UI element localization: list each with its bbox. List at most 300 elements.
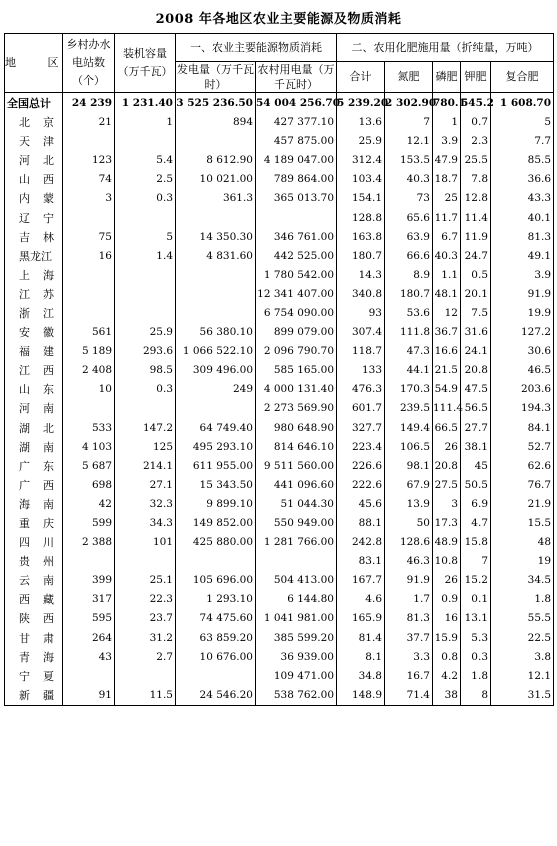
cell-generation xyxy=(176,304,256,323)
cell-generation: 425 880.00 xyxy=(176,533,256,552)
cell-rural-power: 550 949.00 xyxy=(256,514,337,533)
cell-phosphate: 3 xyxy=(433,495,461,514)
cell-stations: 42 xyxy=(63,495,115,514)
cell-nitrogen: 71.4 xyxy=(385,686,433,706)
cell-potash: 45 xyxy=(461,457,491,476)
header-generation: 发电量（万千瓦时） xyxy=(177,63,254,91)
cell-potash: 13.1 xyxy=(461,609,491,628)
cell-phosphate: 780.1 xyxy=(433,93,461,114)
cell-rural-power: 346 761.00 xyxy=(256,228,337,247)
cell-compound: 55.5 xyxy=(491,609,554,628)
cell-rural-power: 585 165.00 xyxy=(256,361,337,380)
cell-stations xyxy=(63,399,115,418)
cell-potash: 24.7 xyxy=(461,247,491,266)
cell-phosphate: 18.7 xyxy=(433,170,461,189)
cell-potash: 27.7 xyxy=(461,419,491,438)
cell-generation: 8 612.90 xyxy=(176,151,256,170)
table-row xyxy=(5,571,554,590)
cell-region: 福建 xyxy=(5,342,63,361)
cell-nitrogen: 37.7 xyxy=(385,629,433,648)
table-row xyxy=(5,552,554,571)
cell-potash: 2.3 xyxy=(461,132,491,151)
cell-nitrogen: 53.6 xyxy=(385,304,433,323)
cell-region: 江西 xyxy=(5,361,63,380)
cell-capacity: 98.5 xyxy=(115,361,176,380)
cell-compound: 62.6 xyxy=(491,457,554,476)
cell-capacity: 1.4 xyxy=(115,247,176,266)
table-row xyxy=(5,304,554,323)
cell-rural-power: 442 525.00 xyxy=(256,247,337,266)
cell-generation xyxy=(176,266,256,285)
cell-capacity: 2.7 xyxy=(115,648,176,667)
cell-capacity xyxy=(115,552,176,571)
cell-total: 4.6 xyxy=(337,590,385,609)
cell-nitrogen: 1.7 xyxy=(385,590,433,609)
cell-region: 四川 xyxy=(5,533,63,552)
cell-rural-power: 9 511 560.00 xyxy=(256,457,337,476)
cell-compound: 12.1 xyxy=(491,667,554,686)
cell-region: 江苏 xyxy=(5,285,63,304)
cell-total: 476.3 xyxy=(337,380,385,399)
cell-region: 广西 xyxy=(5,476,63,495)
cell-nitrogen: 12.1 xyxy=(385,132,433,151)
cell-total: 14.3 xyxy=(337,266,385,285)
cell-nitrogen: 67.9 xyxy=(385,476,433,495)
cell-total: 180.7 xyxy=(337,247,385,266)
cell-nitrogen: 2 302.90 xyxy=(385,93,433,114)
cell-total: 83.1 xyxy=(337,552,385,571)
cell-potash: 38.1 xyxy=(461,438,491,457)
cell-phosphate: 1.1 xyxy=(433,266,461,285)
cell-generation xyxy=(176,667,256,686)
cell-nitrogen: 91.9 xyxy=(385,571,433,590)
cell-total: 13.6 xyxy=(337,113,385,132)
cell-compound: 84.1 xyxy=(491,419,554,438)
cell-phosphate: 38 xyxy=(433,686,461,706)
table-row xyxy=(5,648,554,667)
cell-generation: 15 343.50 xyxy=(176,476,256,495)
cell-compound: 30.6 xyxy=(491,342,554,361)
table-row xyxy=(5,170,554,189)
cell-stations xyxy=(63,208,115,227)
cell-stations: 10 xyxy=(63,380,115,399)
table-row xyxy=(5,228,554,247)
cell-compound: 1 608.70 xyxy=(491,93,554,114)
header-region: 地 区 xyxy=(5,34,63,93)
cell-total: 128.8 xyxy=(337,208,385,227)
cell-compound: 15.5 xyxy=(491,514,554,533)
table-row xyxy=(5,476,554,495)
table-row xyxy=(5,533,554,552)
table-row xyxy=(5,285,554,304)
cell-rural-power: 51 044.30 xyxy=(256,495,337,514)
cell-capacity: 1 231.40 xyxy=(115,93,176,114)
cell-potash: 20.1 xyxy=(461,285,491,304)
cell-generation: 105 696.00 xyxy=(176,571,256,590)
cell-generation: 1 066 522.10 xyxy=(176,342,256,361)
cell-generation xyxy=(176,285,256,304)
cell-nitrogen: 81.3 xyxy=(385,609,433,628)
cell-generation: 74 475.60 xyxy=(176,609,256,628)
cell-generation: 14 350.30 xyxy=(176,228,256,247)
table-row-total xyxy=(5,93,554,114)
cell-generation: 24 546.20 xyxy=(176,686,256,706)
table-row xyxy=(5,189,554,208)
cell-phosphate: 0.9 xyxy=(433,590,461,609)
cell-region: 陕西 xyxy=(5,609,63,628)
cell-phosphate: 36.7 xyxy=(433,323,461,342)
cell-generation: 9 899.10 xyxy=(176,495,256,514)
header-group-energy: 一、农业主要能源物质消耗 xyxy=(176,34,337,62)
cell-region: 新疆 xyxy=(5,686,63,706)
cell-rural-power: 54 004 256.70 xyxy=(256,93,337,114)
cell-stations: 264 xyxy=(63,629,115,648)
cell-phosphate: 26 xyxy=(433,571,461,590)
cell-stations: 399 xyxy=(63,571,115,590)
cell-total: 133 xyxy=(337,361,385,380)
cell-capacity xyxy=(115,667,176,686)
cell-rural-power xyxy=(256,552,337,571)
cell-total: 81.4 xyxy=(337,629,385,648)
cell-region: 上海 xyxy=(5,266,63,285)
cell-total: 103.4 xyxy=(337,170,385,189)
cell-capacity: 5 xyxy=(115,228,176,247)
agri-consumption-table xyxy=(4,33,554,706)
cell-nitrogen: 170.3 xyxy=(385,380,433,399)
cell-potash: 11.4 xyxy=(461,208,491,227)
cell-region: 内蒙 xyxy=(5,189,63,208)
cell-stations: 599 xyxy=(63,514,115,533)
cell-rural-power: 980 648.90 xyxy=(256,419,337,438)
cell-generation: 10 676.00 xyxy=(176,648,256,667)
cell-phosphate: 6.7 xyxy=(433,228,461,247)
cell-total: 312.4 xyxy=(337,151,385,170)
header-potash: 钾肥 xyxy=(461,62,491,93)
cell-potash: 4.7 xyxy=(461,514,491,533)
table-row xyxy=(5,113,554,132)
table-row xyxy=(5,342,554,361)
cell-phosphate: 47.9 xyxy=(433,151,461,170)
cell-compound: 81.3 xyxy=(491,228,554,247)
cell-stations: 74 xyxy=(63,170,115,189)
cell-rural-power: 899 079.00 xyxy=(256,323,337,342)
cell-rural-power: 2 096 790.70 xyxy=(256,342,337,361)
cell-compound: 48 xyxy=(491,533,554,552)
cell-compound: 36.6 xyxy=(491,170,554,189)
cell-total: 25.9 xyxy=(337,132,385,151)
cell-region: 黑龙江 xyxy=(5,247,63,266)
cell-phosphate: 48.9 xyxy=(433,533,461,552)
cell-stations: 561 xyxy=(63,323,115,342)
cell-total: 242.8 xyxy=(337,533,385,552)
cell-region: 海南 xyxy=(5,495,63,514)
cell-total: 8.1 xyxy=(337,648,385,667)
cell-total: 307.4 xyxy=(337,323,385,342)
cell-phosphate: 25 xyxy=(433,189,461,208)
cell-rural-power: 457 875.00 xyxy=(256,132,337,151)
cell-potash: 545.2 xyxy=(461,93,491,114)
cell-phosphate: 4.2 xyxy=(433,667,461,686)
cell-capacity xyxy=(115,304,176,323)
cell-generation: 10 021.00 xyxy=(176,170,256,189)
header-total: 合计 xyxy=(337,62,385,93)
cell-potash: 15.2 xyxy=(461,571,491,590)
cell-compound: 22.5 xyxy=(491,629,554,648)
table-row xyxy=(5,514,554,533)
cell-phosphate: 0.8 xyxy=(433,648,461,667)
cell-capacity: 1 xyxy=(115,113,176,132)
cell-phosphate: 16 xyxy=(433,609,461,628)
cell-total: 163.8 xyxy=(337,228,385,247)
cell-potash: 50.5 xyxy=(461,476,491,495)
cell-capacity xyxy=(115,399,176,418)
cell-capacity: 293.6 xyxy=(115,342,176,361)
cell-total: 165.9 xyxy=(337,609,385,628)
cell-capacity: 25.9 xyxy=(115,323,176,342)
cell-total: 93 xyxy=(337,304,385,323)
cell-stations: 5 687 xyxy=(63,457,115,476)
cell-total: 226.6 xyxy=(337,457,385,476)
cell-phosphate: 1 xyxy=(433,113,461,132)
cell-nitrogen: 111.8 xyxy=(385,323,433,342)
cell-total: 34.8 xyxy=(337,667,385,686)
cell-total: 340.8 xyxy=(337,285,385,304)
table-row xyxy=(5,132,554,151)
cell-region: 广东 xyxy=(5,457,63,476)
cell-potash: 20.8 xyxy=(461,361,491,380)
cell-nitrogen: 16.7 xyxy=(385,667,433,686)
cell-compound: 31.5 xyxy=(491,686,554,706)
cell-nitrogen: 106.5 xyxy=(385,438,433,457)
cell-potash: 6.9 xyxy=(461,495,491,514)
cell-nitrogen: 40.3 xyxy=(385,170,433,189)
cell-potash: 24.1 xyxy=(461,342,491,361)
table-body xyxy=(5,93,554,706)
cell-total: 222.6 xyxy=(337,476,385,495)
cell-compound: 19.9 xyxy=(491,304,554,323)
cell-phosphate: 40.3 xyxy=(433,247,461,266)
cell-capacity: 23.7 xyxy=(115,609,176,628)
cell-nitrogen: 63.9 xyxy=(385,228,433,247)
cell-generation xyxy=(176,552,256,571)
cell-total: 118.7 xyxy=(337,342,385,361)
cell-potash: 47.5 xyxy=(461,380,491,399)
cell-generation: 4 831.60 xyxy=(176,247,256,266)
cell-generation: 309 496.00 xyxy=(176,361,256,380)
cell-nitrogen: 8.9 xyxy=(385,266,433,285)
cell-compound: 43.3 xyxy=(491,189,554,208)
cell-potash: 0.5 xyxy=(461,266,491,285)
cell-capacity: 31.2 xyxy=(115,629,176,648)
table-row xyxy=(5,495,554,514)
cell-rural-power: 36 939.00 xyxy=(256,648,337,667)
cell-capacity: 27.1 xyxy=(115,476,176,495)
table-row xyxy=(5,247,554,266)
cell-nitrogen: 65.6 xyxy=(385,208,433,227)
cell-generation: 64 749.40 xyxy=(176,419,256,438)
cell-nitrogen: 47.3 xyxy=(385,342,433,361)
cell-rural-power: 385 599.20 xyxy=(256,629,337,648)
cell-nitrogen: 50 xyxy=(385,514,433,533)
cell-stations: 5 189 xyxy=(63,342,115,361)
cell-stations xyxy=(63,132,115,151)
cell-potash: 25.5 xyxy=(461,151,491,170)
cell-compound: 3.8 xyxy=(491,648,554,667)
cell-potash: 11.9 xyxy=(461,228,491,247)
cell-nitrogen: 13.9 xyxy=(385,495,433,514)
cell-region: 山东 xyxy=(5,380,63,399)
cell-stations: 595 xyxy=(63,609,115,628)
cell-stations: 2 408 xyxy=(63,361,115,380)
cell-phosphate: 27.5 xyxy=(433,476,461,495)
cell-stations: 123 xyxy=(63,151,115,170)
cell-capacity: 0.3 xyxy=(115,189,176,208)
cell-phosphate: 11.7 xyxy=(433,208,461,227)
cell-compound: 49.1 xyxy=(491,247,554,266)
cell-generation xyxy=(176,208,256,227)
table-row xyxy=(5,590,554,609)
cell-rural-power: 12 341 407.00 xyxy=(256,285,337,304)
cell-rural-power: 4 189 047.00 xyxy=(256,151,337,170)
cell-stations: 317 xyxy=(63,590,115,609)
table-title: 2008 年各地区农业主要能源及物质消耗 xyxy=(155,12,402,27)
cell-total: 223.4 xyxy=(337,438,385,457)
cell-potash: 7.8 xyxy=(461,170,491,189)
cell-region: 湖北 xyxy=(5,419,63,438)
cell-region: 湖南 xyxy=(5,438,63,457)
cell-compound: 127.2 xyxy=(491,323,554,342)
cell-stations: 698 xyxy=(63,476,115,495)
cell-potash: 12.8 xyxy=(461,189,491,208)
cell-region: 宁夏 xyxy=(5,667,63,686)
cell-region: 北京 xyxy=(5,113,63,132)
cell-rural-power: 789 864.00 xyxy=(256,170,337,189)
cell-region: 山西 xyxy=(5,170,63,189)
cell-stations: 4 103 xyxy=(63,438,115,457)
cell-rural-power: 6 754 090.00 xyxy=(256,304,337,323)
table-row xyxy=(5,629,554,648)
cell-stations: 21 xyxy=(63,113,115,132)
header-compound: 复合肥 xyxy=(491,62,554,93)
cell-nitrogen: 46.3 xyxy=(385,552,433,571)
cell-potash: 7.5 xyxy=(461,304,491,323)
cell-total: 148.9 xyxy=(337,686,385,706)
cell-phosphate: 54.9 xyxy=(433,380,461,399)
cell-total: 167.7 xyxy=(337,571,385,590)
cell-phosphate: 48.1 xyxy=(433,285,461,304)
cell-capacity: 214.1 xyxy=(115,457,176,476)
cell-compound: 85.5 xyxy=(491,151,554,170)
cell-nitrogen: 153.5 xyxy=(385,151,433,170)
cell-generation xyxy=(176,399,256,418)
table-row xyxy=(5,208,554,227)
cell-region: 天津 xyxy=(5,132,63,151)
cell-phosphate: 3.9 xyxy=(433,132,461,151)
cell-potash: 56.5 xyxy=(461,399,491,418)
cell-compound: 21.9 xyxy=(491,495,554,514)
cell-total: 601.7 xyxy=(337,399,385,418)
table-row xyxy=(5,266,554,285)
cell-region: 甘肃 xyxy=(5,629,63,648)
cell-region: 安徽 xyxy=(5,323,63,342)
cell-generation: 63 859.20 xyxy=(176,629,256,648)
cell-capacity xyxy=(115,132,176,151)
cell-potash: 0.7 xyxy=(461,113,491,132)
cell-generation: 894 xyxy=(176,113,256,132)
table-row xyxy=(5,151,554,170)
cell-potash: 0.1 xyxy=(461,590,491,609)
cell-potash: 5.3 xyxy=(461,629,491,648)
table-row xyxy=(5,399,554,418)
cell-generation: 361.3 xyxy=(176,189,256,208)
cell-nitrogen: 73 xyxy=(385,189,433,208)
cell-compound: 5 xyxy=(491,113,554,132)
cell-capacity: 147.2 xyxy=(115,419,176,438)
cell-region: 浙江 xyxy=(5,304,63,323)
cell-compound: 1.8 xyxy=(491,590,554,609)
cell-nitrogen: 3.3 xyxy=(385,648,433,667)
header-stations: 乡村办水电站数（个） xyxy=(63,34,115,93)
cell-rural-power: 6 144.80 xyxy=(256,590,337,609)
table-row xyxy=(5,419,554,438)
cell-rural-power: 814 646.10 xyxy=(256,438,337,457)
cell-rural-power: 4 000 131.40 xyxy=(256,380,337,399)
cell-potash: 0.3 xyxy=(461,648,491,667)
cell-region: 贵州 xyxy=(5,552,63,571)
cell-generation: 56 380.10 xyxy=(176,323,256,342)
cell-stations: 16 xyxy=(63,247,115,266)
cell-region: 河北 xyxy=(5,151,63,170)
cell-capacity: 22.3 xyxy=(115,590,176,609)
cell-compound: 91.9 xyxy=(491,285,554,304)
cell-stations: 2 388 xyxy=(63,533,115,552)
cell-potash: 7 xyxy=(461,552,491,571)
cell-stations xyxy=(63,667,115,686)
cell-generation xyxy=(176,132,256,151)
cell-compound: 34.5 xyxy=(491,571,554,590)
cell-stations: 75 xyxy=(63,228,115,247)
cell-region: 重庆 xyxy=(5,514,63,533)
cell-stations xyxy=(63,552,115,571)
cell-stations xyxy=(63,285,115,304)
cell-capacity xyxy=(115,208,176,227)
cell-rural-power xyxy=(256,208,337,227)
cell-rural-power: 441 096.60 xyxy=(256,476,337,495)
cell-phosphate: 16.6 xyxy=(433,342,461,361)
cell-stations xyxy=(63,304,115,323)
table-header xyxy=(5,34,554,93)
cell-compound: 40.1 xyxy=(491,208,554,227)
header-capacity: 装机容量（万千瓦） xyxy=(115,34,176,93)
cell-compound: 19 xyxy=(491,552,554,571)
header-group-fertilizer: 二、农用化肥施用量（折纯量，万吨） xyxy=(337,34,554,62)
cell-rural-power: 109 471.00 xyxy=(256,667,337,686)
cell-region: 青海 xyxy=(5,648,63,667)
table-row xyxy=(5,380,554,399)
cell-phosphate: 10.8 xyxy=(433,552,461,571)
cell-nitrogen: 239.5 xyxy=(385,399,433,418)
cell-total: 5 239.20 xyxy=(337,93,385,114)
cell-potash: 15.8 xyxy=(461,533,491,552)
cell-rural-power: 1 041 981.00 xyxy=(256,609,337,628)
cell-potash: 31.6 xyxy=(461,323,491,342)
cell-rural-power: 365 013.70 xyxy=(256,189,337,208)
cell-capacity xyxy=(115,285,176,304)
cell-capacity: 25.1 xyxy=(115,571,176,590)
cell-rural-power: 427 377.10 xyxy=(256,113,337,132)
cell-stations: 43 xyxy=(63,648,115,667)
table-row xyxy=(5,438,554,457)
